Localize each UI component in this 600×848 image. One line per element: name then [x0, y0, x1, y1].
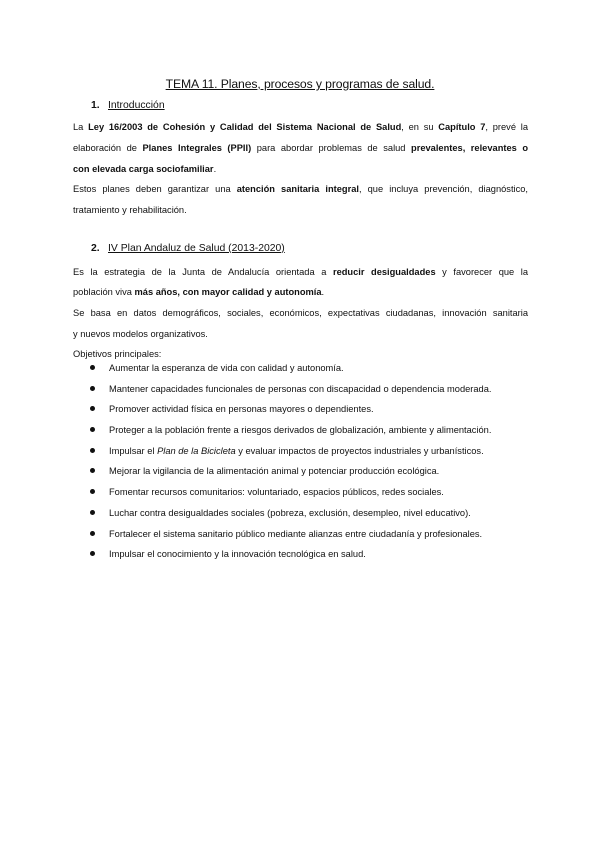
list-item-text: y evaluar impactos de proyectos industriales y urbanísticos. — [235, 445, 484, 456]
list-item-text: Impulsar el — [109, 445, 158, 456]
text-run: y favorecer que la — [435, 267, 529, 277]
section-2-heading — [91, 243, 285, 254]
list-item — [90, 527, 491, 548]
list-item — [90, 464, 491, 485]
page-title: TEMA 11. Planes, procesos y programas de salud. — [165, 77, 435, 91]
ppii-term: Planes Integrales (PPII) — [142, 143, 252, 153]
chapter-ref: Capítulo 7 — [438, 122, 486, 132]
bullet-icon — [90, 489, 95, 494]
text-run: , que incluya prevención, diagnóstico, — [358, 184, 528, 194]
list-item-text: Proteger a la población frente a riesgos derivados de globalización, ambiente y alimentación. — [109, 425, 492, 436]
intro-paragraph-2-line-1 — [73, 182, 528, 196]
section-2-title: IV Plan Andaluz de Salud (2013-2020) — [108, 243, 285, 254]
intro-paragraph-2-line-2: tratamiento y rehabilitación. — [73, 205, 187, 215]
text-run: , en su — [401, 122, 439, 132]
list-item-text: Promover actividad física en personas mayores o dependientes. — [109, 404, 374, 415]
list-item-text: Luchar contra desigualdades sociales (pobreza, exclusión, desempleo, nivel educativo). — [109, 507, 471, 518]
text-run: . — [213, 164, 217, 174]
bullet-icon — [90, 551, 95, 556]
section-1-number: 1. — [91, 100, 100, 111]
law-name: Ley 16/2003 de Cohesión y Calidad del Sistema Nacional de Salud — [88, 122, 402, 132]
bullet-icon — [90, 468, 95, 473]
intro-paragraph-1-line-3 — [73, 162, 528, 176]
integral-care-term: atención sanitaria integral — [236, 184, 359, 194]
section-2-number: 2. — [91, 243, 100, 254]
section-1-title: Introducción — [108, 100, 165, 111]
list-item — [90, 382, 491, 403]
list-item — [90, 444, 491, 465]
bullet-icon — [90, 427, 95, 432]
list-item-text: Fortalecer el sistema sanitario público mediante alianzas entre ciudadanía y profesionales. — [109, 528, 483, 539]
longer-life-term: más años, con mayor calidad y autonomía — [134, 287, 322, 297]
bullet-icon — [90, 510, 95, 515]
list-item — [90, 423, 491, 444]
objectives-list — [90, 361, 491, 568]
list-item — [90, 506, 491, 527]
list-item — [90, 547, 491, 568]
text-run: Estos planes deben garantizar una — [73, 184, 237, 194]
intro-paragraph-1-line-2 — [73, 141, 528, 155]
bullet-icon — [90, 406, 95, 411]
criteria-term: prevalentes, relevantes o — [411, 143, 529, 153]
list-item — [90, 402, 491, 423]
bicycle-plan-term: Plan de la Bicicleta — [157, 445, 236, 456]
bullet-icon — [90, 386, 95, 391]
bullet-icon — [90, 448, 95, 453]
text-run: , prevé la — [485, 122, 528, 132]
text-run: La — [73, 122, 89, 132]
list-item-text: Mantener capacidades funcionales de personas con discapacidad o dependencia moderada. — [109, 383, 492, 394]
criteria-term-2: con elevada carga sociofamiliar — [73, 164, 214, 174]
objectives-label: Objetivos principales: — [73, 349, 162, 359]
text-run: para abordar problemas de salud — [251, 143, 412, 153]
plan-paragraph-2-line-1: Se basa en datos demográficos, sociales, económicos, expectativas ciudadanas, innovación sanitaria — [73, 308, 528, 318]
plan-paragraph-1-line-1 — [73, 265, 528, 279]
bullet-icon — [90, 531, 95, 536]
plan-paragraph-2-line-2: y nuevos modelos organizativos. — [73, 329, 208, 339]
list-item — [90, 485, 491, 506]
text-run: elaboración de — [73, 143, 143, 153]
text-run: población viva — [73, 287, 135, 297]
text-run: Es la estrategia de la Junta de Andalucía orientada a — [73, 267, 333, 277]
plan-paragraph-1-line-2 — [73, 285, 528, 299]
list-item-text: Aumentar la esperanza de vida con calidad y autonomía. — [109, 363, 344, 373]
bullet-icon — [90, 365, 95, 370]
list-item — [90, 361, 491, 382]
list-item-text: Fomentar recursos comunitarios: voluntariado, espacios públicos, redes sociales. — [109, 487, 444, 498]
reduce-inequalities-term: reducir desigualdades — [332, 267, 436, 277]
intro-paragraph-1-line-1 — [73, 120, 528, 134]
list-item-text: Impulsar el conocimiento y la innovación tecnológica en salud. — [109, 549, 366, 560]
text-run: . — [321, 287, 325, 297]
list-item-text: Mejorar la vigilancia de la alimentación animal y potenciar producción ecológica. — [109, 466, 440, 477]
section-1-heading — [91, 100, 165, 111]
